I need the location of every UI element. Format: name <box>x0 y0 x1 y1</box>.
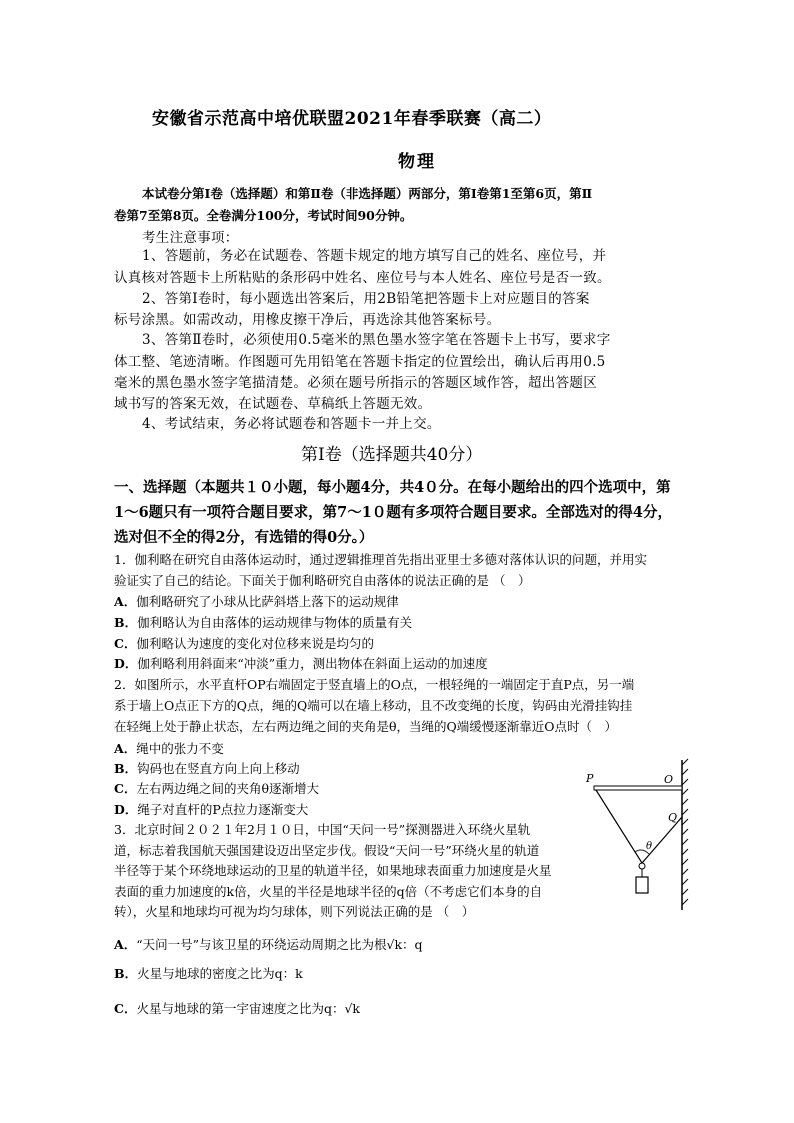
q1-option-b: B．伽利略认为自由落体的运动规律与物体的质量有关 <box>114 615 413 630</box>
note-line: 2、答第Ⅰ卷时，每小题选出答案后，用2B铅笔把答题卡上对应题目的答案 <box>142 291 590 307</box>
label-theta: θ <box>646 841 653 852</box>
q3-stem-line: 半径等于某个环绕地球运动的卫星的轨道半径，如果地球表面重力加速度是火星 <box>114 863 552 878</box>
q2-option-b: B．钩码也在竖直方向上向上移动 <box>114 761 300 776</box>
part1-line: 一、选择题（本题共１０小题，每小题4分，共4０分。在每小题给出的四个选项中，第 <box>114 479 671 496</box>
q2-option-a: A．绳中的张力不变 <box>114 741 224 756</box>
label-o: O <box>664 773 674 786</box>
rod-op <box>594 786 682 790</box>
q2-stem-line: 2．如图所示，水平直杆OP右端固定于竖直墙上的O点，一根轻绳的一端固定于直P点，另一端 <box>114 677 635 692</box>
wall-hatching <box>682 759 688 905</box>
q2-figure <box>580 755 690 915</box>
note-line: 3、答第Ⅱ卷时，必须使用0.5毫米的黑色墨水签字笔在答题卡上书写，要求字 <box>142 332 611 348</box>
q3-option-a: A．“天问一号”与该卫星的环绕运动周期之比为根√k：q <box>114 937 423 952</box>
section-title: 第Ⅰ卷（选择题共40分） <box>301 445 483 465</box>
q1-option-c: C．伽利略认为速度的变化对位移来说是均匀的 <box>114 636 374 651</box>
q1-option-a: A．伽利略研究了小球从比萨斜塔上落下的运动规律 <box>114 594 399 609</box>
q2-option-d: D．绳子对直杆的P点拉力逐渐变大 <box>114 802 309 817</box>
q2-stem-line: 在轻绳上处于静止状态，左右两边绳之间的夹角是θ，当绳的Q端缓慢逐渐靠近O点时（ ） <box>114 719 618 734</box>
intro-line-2: 卷第7至第8页。全卷满分100分，考试时间90分钟。 <box>114 208 413 223</box>
note-line: 4、考试结束，务必将试题卷和答题卡一并上交。 <box>142 416 441 432</box>
note-line: 1、答题前，务必在试题卷、答题卡规定的地方填写自己的姓名、座位号，并 <box>142 248 607 264</box>
q3-option-b: B．火星与地球的密度之比为q：k <box>114 966 303 981</box>
notes-heading: 考生注意事项： <box>142 230 239 246</box>
note-line: 认真核对答题卡上所粘贴的条形码中姓名、座位号与本人姓名、座位号是否一致。 <box>114 270 611 286</box>
rope <box>596 790 682 863</box>
q3-stem-line: 道，标志着我国航天强国建设迈出坚定步伐。假设“天问一号”环绕火星的轨道 <box>114 843 540 858</box>
q2-stem-line: 系于墙上O点正下方的Q点，绳的Q端可以在墙上移动，且不改变绳的长度，钩码由光滑挂钩挂 <box>114 698 633 713</box>
q3-option-c: C．火星与地球的第一宇宙速度之比为q：√k <box>114 1001 360 1016</box>
intro-line-1: 本试卷分第Ⅰ卷（选择题）和第Ⅱ卷（非选择题）两部分，第Ⅰ卷第1至第6页，第Ⅱ <box>142 186 593 201</box>
subject-title: 物理 <box>398 152 436 172</box>
q1-stem-line: 验证实了自己的结论。下面关于伽利略研究自由落体的说法正确的是 （ ） <box>114 573 531 588</box>
part1-line: 1～6题只有一项符合题目要求，第7～1０题有多项符合题目要求。全部选对的得4分， <box>114 504 672 521</box>
note-line: 标号涂黑。如需改动，用橡皮擦干净后，再选涂其他答案标号。 <box>114 312 501 328</box>
label-q: Q <box>668 811 678 824</box>
part1-line: 选对但不全的得2分，有选错的得0分。） <box>114 529 374 546</box>
label-p: P <box>586 772 594 785</box>
note-line: 域书写的答案无效，在试题卷、草稿纸上答题无效。 <box>114 396 432 412</box>
note-line: 体工整、笔迹清晰。作图题可先用铅笔在答题卡指定的位置绘出，确认后再用0.5 <box>114 354 606 370</box>
q1-option-d: D．伽利略利用斜面来“冲淡”重力，测出物体在斜面上运动的加速度 <box>114 656 488 671</box>
q3-stem-line: 3．北京时间２０２１年2月１０日，中国“天问一号”探测器进入环绕火星轨 <box>114 822 531 837</box>
note-line: 毫米的黑色墨水签字笔描清楚。必须在题号所指示的答题区域作答，超出答题区 <box>114 375 597 391</box>
q3-stem-line: 转），火星和地球均可视为均匀球体，则下列说法正确的是 （ ） <box>114 904 475 919</box>
q2-option-c: C．左右两边绳之间的夹角θ逐渐增大 <box>114 781 319 796</box>
q3-stem-line: 表面的重力加速度的k倍，火星的半径是地球半径的q倍（不考虑它们本身的自 <box>114 884 543 899</box>
q1-stem-line: 1．伽利略在研究自由落体运动时，通过逻辑推理首先指出亚里士多德对落体认识的问题，并用实 <box>114 552 647 567</box>
paper-title: 安徽省示范高中培优联盟2021年春季联赛（高二） <box>152 109 552 129</box>
hook-weight <box>636 877 648 893</box>
